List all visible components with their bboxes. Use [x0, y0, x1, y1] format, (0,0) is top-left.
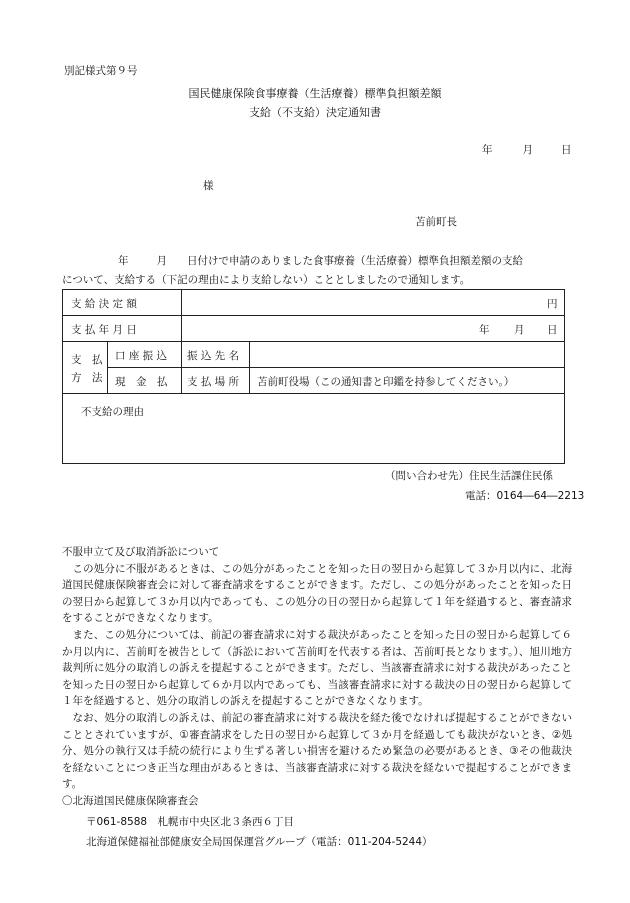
- table-rule: [181, 290, 182, 341]
- intro-text: [62, 252, 568, 290]
- appeal-address: 〒061-8588 札幌市中央区北３条西６丁目: [86, 815, 295, 828]
- document-title-line1: 国民健康保険食事療養（生活療養）標準負担額差額: [188, 87, 442, 100]
- intro-line1-rest: 日付けで申請のありました食事療養（生活療養）標準負担額差額の支給: [187, 255, 523, 267]
- paydate-month: 月: [514, 324, 525, 336]
- amount-unit: 円: [547, 298, 558, 310]
- paydate-year: 年: [479, 324, 490, 336]
- table-rule: [63, 393, 564, 394]
- amount-label: 支 給 決 定 額: [71, 298, 137, 310]
- place-label: 支 払 場 所: [187, 376, 240, 388]
- cash-label: 現 金 払: [115, 376, 168, 388]
- appeal-contact: 北海道保健福祉部健康安全局国保運営グループ（電話：011-204-5244）: [86, 836, 433, 849]
- intro-line2: について、支給する（下記の理由により支給しない）こととしましたので通知します。: [62, 274, 471, 286]
- method-label-line2: 方 法: [71, 372, 103, 384]
- table-rule: [249, 341, 250, 393]
- transfer-dest-label: 振 込 先 名: [187, 350, 240, 362]
- place-value: 苫前町役場（この通知書と印鑑を持参してください。）: [257, 376, 515, 388]
- payment-table: [62, 289, 565, 464]
- intro-line1: [62, 252, 568, 271]
- recipient-suffix: 様: [203, 180, 214, 192]
- appeal-org: 〇北海道国民健康保険審査会: [62, 794, 199, 807]
- appeal-paragraph-3: なお、処分の取消しの訴えは、前記の審査請求に対する裁決を経た後でなければ提起することができないこととされていますが、①審査請求をした日の翌日から起算して３か月を経過しても裁決がないとき、②処分、処分の執行又は手続の続行により生ずる著しい損害を避けるため緊急の必要があるとき、③その他裁決を経ないことにつき正当な理由があるときは、当該審査請求に対する裁決を経ないで提起することができます。: [62, 711, 572, 791]
- contact-dept: （問い合わせ先）住民生活課住民係: [385, 470, 553, 482]
- appeal-paragraph-2: また、この処分については、前記の審査請求に対する裁決があったことを知った日の翌日から起算して６か月以内に、苫前町を被告として（訴訟において苫前町を代表する者は、苫前町長となります。）、旭川地方裁判所に処分の取消しの訴えを提起することができます。ただし、当該審査請求に対する裁決があったことを知った日の翌日から起算して６か月以内であっても、当該審査請求に対する裁決の日の翌日から起算して１年を経過すると、処分の取消しの訴えを提起することができなくなります。: [62, 628, 572, 708]
- intro-month: 月: [156, 255, 167, 267]
- reason-label: 不支給の理由: [81, 406, 144, 418]
- appeal-notice: [62, 544, 572, 851]
- method-label-line1: 支 払: [71, 354, 103, 366]
- table-rule: [63, 341, 564, 342]
- document-title-line2: 支給（不支給）決定通知書: [249, 106, 381, 119]
- form-number: 別記様式第９号: [64, 65, 138, 77]
- issuer: 苫前町長: [415, 216, 457, 228]
- appeal-heading: 不服申立て及び取消訴訟について: [62, 546, 220, 558]
- transfer-label: 口 座 振 込: [115, 350, 168, 362]
- issue-date-month: 月: [522, 144, 533, 156]
- intro-year: 年: [118, 255, 129, 267]
- issue-date-year: 年: [482, 144, 493, 156]
- table-rule: [63, 315, 564, 316]
- table-rule: [181, 341, 182, 393]
- table-rule: [107, 367, 564, 368]
- issue-date: [482, 142, 572, 157]
- issue-date-day: 日: [561, 144, 572, 156]
- table-rule: [107, 341, 108, 393]
- paydate-label: 支 払 年 月 日: [71, 324, 137, 336]
- contact-phone: 電話：0164―64―2213: [465, 490, 585, 502]
- appeal-paragraph-1: この処分に不服があるときは、この処分があったことを知った日の翌日から起算して３か月以内に、北海道国民健康保険審査会に対して審査請求をすることができます。ただし、この処分があったことを知った日の翌日から起算して３か月以内であっても、この処分の日の翌日から起算して１年を経過すると、審査請求をすることができなくなります。: [62, 562, 572, 625]
- paydate-day: 日: [547, 324, 558, 336]
